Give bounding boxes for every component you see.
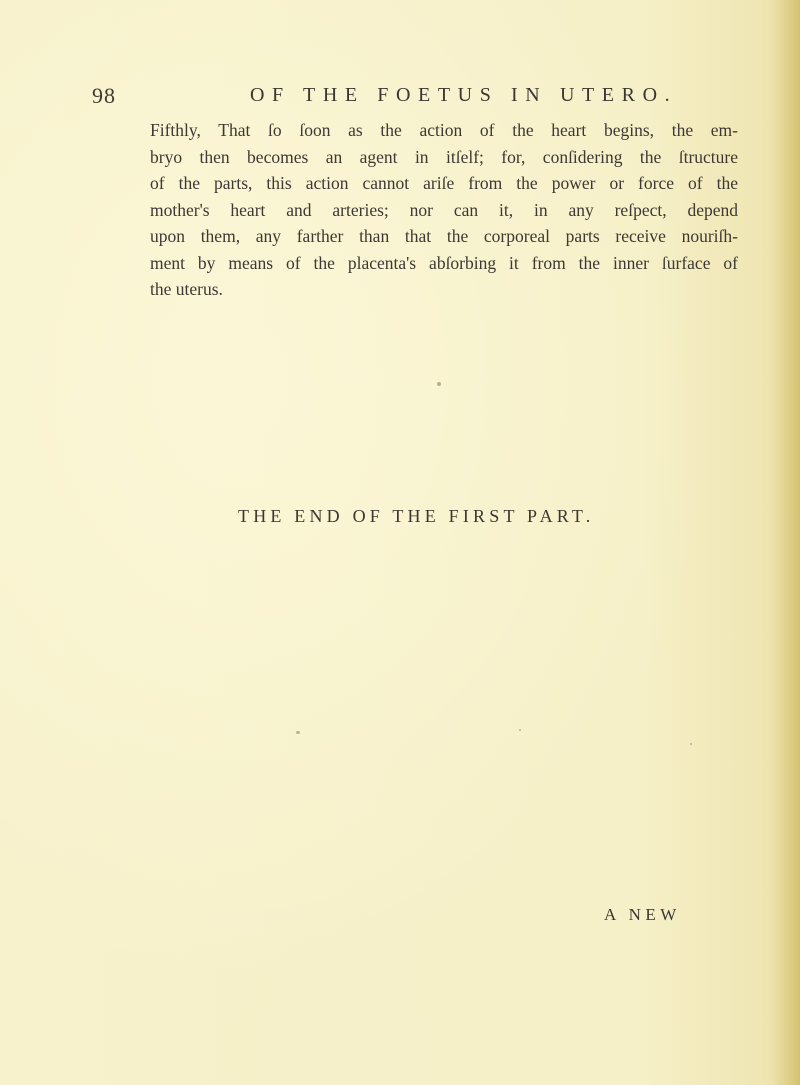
body-paragraph: [150, 117, 738, 303]
paper-speck: [437, 382, 441, 386]
page-edge-shadow: [772, 0, 800, 1085]
text-line: of the parts, this action cannot ariſe from the power or force of the: [150, 173, 738, 193]
text-line: the uterus.: [150, 279, 223, 299]
running-head: OF THE FOETUS IN UTERO.: [250, 84, 678, 106]
text-line: Fifthly, That ſo ſoon as the action of the heart begins, the em-: [150, 120, 738, 140]
text-line: bryo then becomes an agent in itſelf; for, conſidering the ſtructure: [150, 146, 738, 167]
catchword: A NEW: [604, 905, 681, 924]
paper-speck: [690, 743, 692, 745]
paper-speck: [519, 729, 521, 731]
text-line: upon them, any farther than that the corporeal parts receive nouriſh-: [150, 226, 738, 246]
page-number: 98: [92, 83, 116, 108]
paper-speck: [296, 731, 300, 734]
end-of-part-line: THE END OF THE FIRST PART.: [238, 506, 595, 526]
text-line: mother's heart and arteries; nor can it, in any reſpect, depend: [150, 199, 738, 220]
text-line: ment by means of the placenta's abſorbing it from the inner ſurface of: [150, 252, 738, 273]
